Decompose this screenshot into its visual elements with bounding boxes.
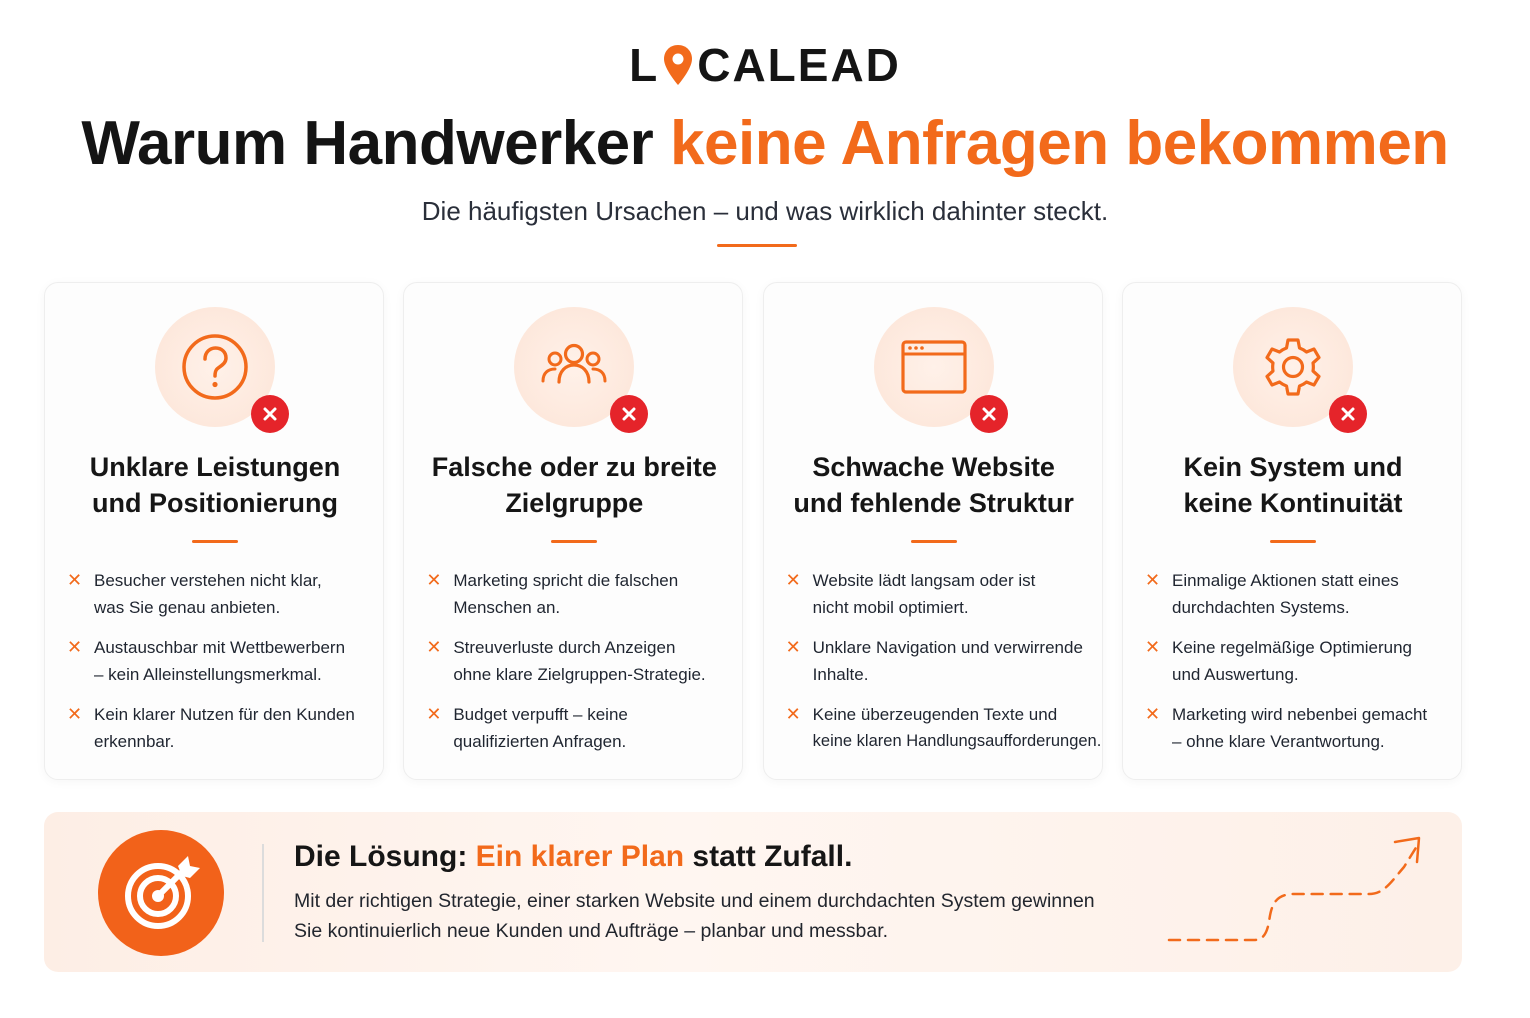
list-item <box>424 634 736 688</box>
cause-cards <box>44 282 1462 782</box>
location-pin-icon <box>661 43 695 87</box>
page-title-accent: keine Anfragen bekommen <box>670 109 1449 178</box>
list-item-text: und Auswertung. <box>1171 665 1299 684</box>
list-item-text: – ohne klare Verantwortung. <box>1171 732 1385 751</box>
list-item <box>784 634 1096 688</box>
list-item <box>65 701 377 755</box>
cross-icon: ✕ <box>1144 637 1161 657</box>
list-item <box>424 701 736 755</box>
list-item-text: nicht mobil optimiert. <box>812 598 969 617</box>
question-icon <box>180 332 250 402</box>
cross-icon: ✕ <box>785 704 801 724</box>
list-item-text: ohne klare Zielgruppen-Strategie. <box>453 665 706 684</box>
card-title-line: Kein System und <box>1183 452 1403 482</box>
logo-text-right: CALEAD <box>697 39 901 91</box>
logo-text-left: L <box>629 39 660 91</box>
card-title-line: und fehlende Struktur <box>793 488 1074 518</box>
solution-title-accent: Ein klarer Plan <box>475 840 685 873</box>
error-x-icon <box>610 395 648 433</box>
list-item-text: Keine überzeugenden Texte und <box>812 705 1058 724</box>
bullet-list <box>1143 567 1455 768</box>
error-x-icon <box>1329 395 1367 433</box>
logo <box>0 38 1530 92</box>
card-title-line: Schwache Website <box>812 452 1055 482</box>
list-item-text: durchdachten Systems. <box>1171 598 1350 617</box>
cross-icon: ✕ <box>67 637 83 657</box>
list-item-text: erkennbar. <box>94 732 175 751</box>
target-arrow-icon <box>120 852 202 934</box>
list-item-text: Budget verpufft – keine <box>453 705 628 724</box>
card-title-line: Zielgruppe <box>505 488 644 518</box>
solution-text-line: Mit der richtigen Strategie, einer starken Website und einem durchdachten System gewinnen <box>294 890 1095 912</box>
list-item-text: Marketing spricht die falschen <box>453 571 679 590</box>
card-title <box>1123 449 1463 521</box>
cross-icon: ✕ <box>1144 570 1161 590</box>
solution-title-suffix: statt Zufall. <box>684 840 853 873</box>
browser-window-icon <box>899 332 969 402</box>
gear-icon <box>1258 332 1328 402</box>
card-title <box>404 449 744 521</box>
list-item-text: Kein klarer Nutzen für den Kunden <box>94 705 355 724</box>
list-item-text: qualifizierten Anfragen. <box>453 732 627 751</box>
cross-icon: ✕ <box>67 570 83 590</box>
error-x-icon <box>970 395 1008 433</box>
list-item-text: Menschen an. <box>453 598 561 617</box>
solution-title-prefix: Die Lösung: <box>294 840 476 873</box>
solution-divider <box>262 844 264 942</box>
cross-icon: ✕ <box>426 704 442 724</box>
cross-icon: ✕ <box>785 637 801 657</box>
list-item-text: Website lädt langsam oder ist <box>812 571 1036 590</box>
list-item-text: Besucher verstehen nicht klar, <box>94 571 322 590</box>
list-item <box>784 567 1096 621</box>
list-item <box>1143 567 1455 621</box>
list-item <box>1143 634 1455 688</box>
cross-icon: ✕ <box>1144 704 1161 724</box>
cause-card-target-group <box>403 282 743 780</box>
cause-card-positioning <box>44 282 384 780</box>
list-item-text: Austauschbar mit Wettbewerbern <box>94 638 346 657</box>
solution-text-line: Sie kontinuierlich neue Kunden und Aufträge – planbar und messbar. <box>294 920 889 942</box>
list-item-text: Marketing wird nebenbei gemacht <box>1171 705 1428 724</box>
solution-banner <box>44 812 1462 972</box>
card-divider <box>192 540 238 543</box>
card-title-line: Unklare Leistungen <box>89 452 341 482</box>
subtitle-divider <box>717 244 797 247</box>
cross-icon: ✕ <box>785 570 801 590</box>
list-item <box>65 567 377 621</box>
card-divider <box>911 540 957 543</box>
list-item-text: Einmalige Aktionen statt eines <box>1171 571 1399 590</box>
cross-icon: ✕ <box>67 704 83 724</box>
list-item <box>424 567 736 621</box>
page-subtitle: Die häufigsten Ursachen – und was wirklich dahinter steckt. <box>421 196 1109 226</box>
list-item <box>65 634 377 688</box>
card-divider <box>1270 540 1316 543</box>
cross-icon: ✕ <box>426 637 442 657</box>
bullet-list <box>65 567 377 768</box>
card-divider <box>551 540 597 543</box>
list-item <box>784 701 1102 755</box>
growth-arrow-icon <box>1159 832 1429 947</box>
cause-card-website <box>763 282 1103 780</box>
list-item-text: Unklare Navigation und verwirrende <box>812 638 1083 657</box>
list-item-text: Keine regelmäßige Optimierung <box>1171 638 1412 657</box>
list-item-text: keine klaren Handlungsaufforderungen. <box>812 732 1102 750</box>
solution-text <box>294 886 1154 946</box>
page-title <box>0 108 1530 179</box>
list-item <box>1143 701 1455 755</box>
list-item-text: – kein Alleinstellungsmerkmal. <box>94 665 322 684</box>
list-item-text: Streuverluste durch Anzeigen <box>453 638 676 657</box>
card-title-line: Falsche oder zu breite <box>431 452 717 482</box>
users-icon <box>539 332 609 402</box>
card-title <box>45 449 385 521</box>
error-x-icon <box>251 395 289 433</box>
cross-icon: ✕ <box>426 570 442 590</box>
list-item-text: Inhalte. <box>812 665 869 684</box>
page-title-main: Warum Handwerker <box>81 109 671 178</box>
bullet-list <box>424 567 736 768</box>
card-title <box>764 449 1104 521</box>
target-icon-circle <box>98 830 224 956</box>
bullet-list <box>784 567 1102 768</box>
list-item-text: was Sie genau anbieten. <box>94 598 281 617</box>
solution-title <box>294 840 852 874</box>
card-title-line: und Positionierung <box>92 488 338 518</box>
cause-card-system <box>1122 282 1462 780</box>
card-title-line: keine Kontinuität <box>1183 488 1403 518</box>
